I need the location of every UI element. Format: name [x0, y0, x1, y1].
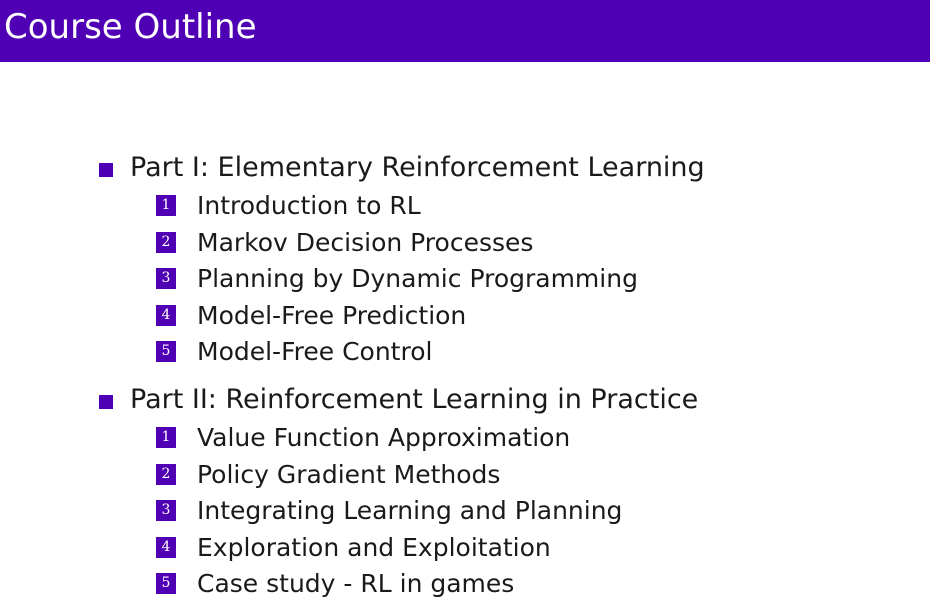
list-item — [0, 188, 930, 225]
item-label: Integrating Learning and Planning — [197, 496, 623, 525]
list-item — [0, 298, 930, 335]
list-item — [0, 530, 930, 567]
outline-part-2 — [0, 380, 930, 603]
list-item — [0, 457, 930, 494]
item-label: Model-Free Prediction — [197, 300, 467, 330]
list-item — [0, 493, 930, 530]
number-badge: 2 — [156, 232, 176, 253]
item-label: Model-Free Control — [197, 337, 433, 366]
list-item — [0, 566, 930, 603]
outline-part-1 — [0, 148, 930, 371]
number-badge: 5 — [156, 573, 176, 594]
item-label: Value Function Approximation — [197, 423, 571, 452]
list-item — [0, 261, 930, 298]
item-label: Exploration and Exploitation — [197, 532, 551, 562]
number-badge: 4 — [156, 305, 176, 326]
list-item — [0, 334, 930, 371]
square-bullet-icon — [99, 163, 113, 177]
part-heading — [0, 380, 930, 420]
list-item — [0, 420, 930, 457]
number-badge: 4 — [156, 537, 176, 558]
item-label: Policy Gradient Methods — [197, 459, 501, 489]
item-label: Markov Decision Processes — [197, 227, 534, 257]
number-badge: 1 — [156, 427, 176, 448]
part-label: Part I: Elementary Reinforcement Learning — [130, 152, 705, 183]
slide-title: Course Outline — [4, 7, 257, 47]
number-badge: 1 — [156, 195, 176, 216]
number-badge: 3 — [156, 500, 176, 521]
part-item-list — [0, 420, 930, 603]
list-item — [0, 225, 930, 262]
number-badge: 2 — [156, 464, 176, 485]
item-label: Planning by Dynamic Programming — [197, 264, 638, 293]
item-label: Case study - RL in games — [197, 569, 515, 598]
part-label: Part II: Reinforcement Learning in Practice — [130, 384, 699, 415]
part-heading — [0, 148, 930, 188]
square-bullet-icon — [99, 395, 113, 409]
title-bar — [0, 0, 930, 62]
number-badge: 5 — [156, 341, 176, 362]
part-item-list — [0, 188, 930, 371]
number-badge: 3 — [156, 268, 176, 289]
item-label: Introduction to RL — [197, 191, 421, 220]
